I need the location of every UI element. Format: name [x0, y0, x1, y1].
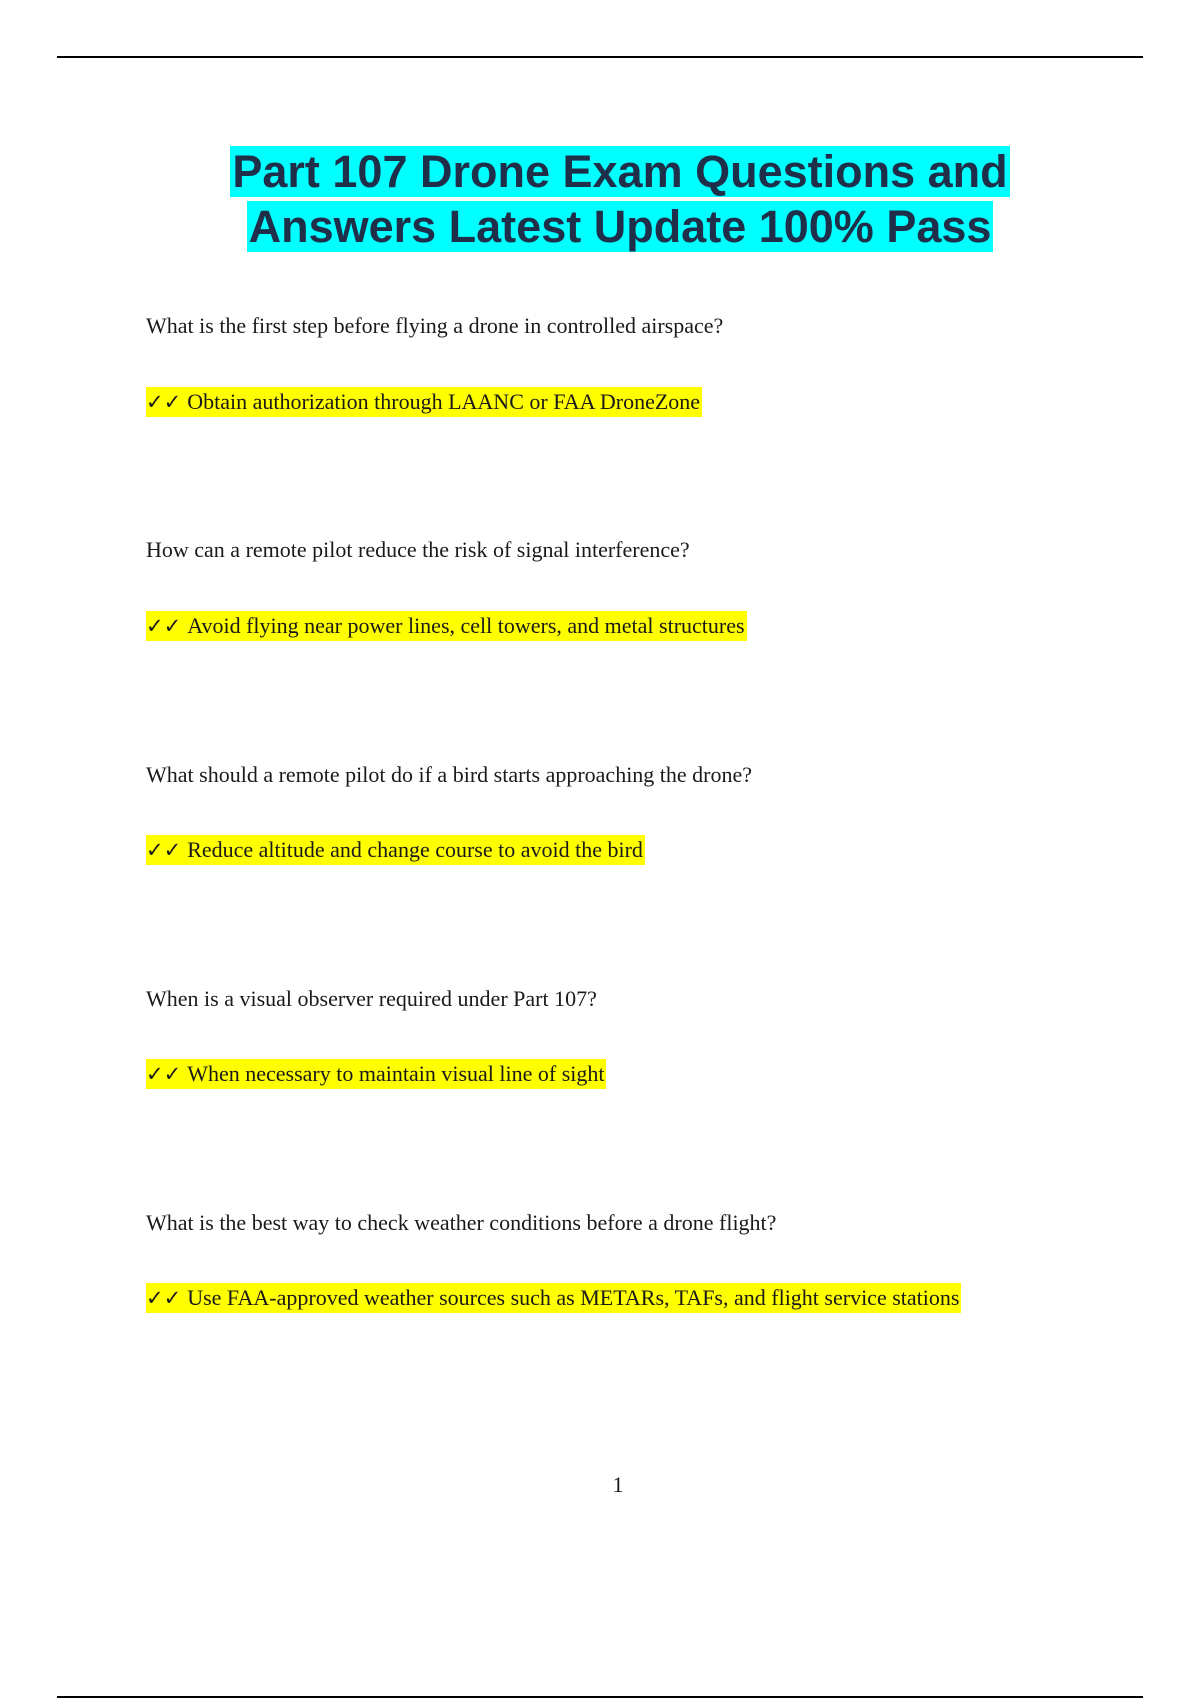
answer-2-text: Avoid flying near power lines, cell towers, and metal structures	[187, 613, 745, 638]
question-3: What should a remote pilot do if a bird starts approaching the drone?	[146, 762, 753, 787]
answer-2	[146, 611, 747, 641]
question-5: What is the best way to check weather conditions before a drone flight?	[146, 1210, 777, 1235]
check-icon: ✓✓	[146, 390, 182, 414]
question-1: What is the first step before flying a drone in controlled airspace?	[146, 313, 724, 338]
title-line-1: Part 107 Drone Exam Questions and	[232, 146, 1008, 197]
answer-3-text: Reduce altitude and change course to avoid the bird	[187, 837, 643, 862]
answer-5-text: Use FAA-approved weather sources such as METARs, TAFs, and flight service stations	[187, 1285, 960, 1310]
question-4: When is a visual observer required under Part 107?	[146, 986, 597, 1011]
document-title	[100, 144, 1140, 254]
question-2: How can a remote pilot reduce the risk of signal interference?	[146, 537, 690, 562]
check-icon: ✓✓	[146, 1286, 182, 1310]
check-icon: ✓✓	[146, 614, 182, 638]
answer-4-text: When necessary to maintain visual line of sight	[187, 1061, 605, 1086]
answer-1-text: Obtain authorization through LAANC or FAA DroneZone	[187, 389, 701, 414]
answer-5	[146, 1283, 961, 1313]
check-icon: ✓✓	[146, 1062, 182, 1086]
answer-4	[146, 1059, 606, 1089]
page-number: 1	[612, 1472, 624, 1497]
title-line-2: Answers Latest Update 100% Pass	[248, 201, 992, 252]
answer-3	[146, 835, 645, 865]
bottom-rule	[57, 1696, 1143, 1698]
answer-1	[146, 387, 702, 417]
check-icon: ✓✓	[146, 838, 182, 862]
top-rule	[57, 56, 1143, 58]
